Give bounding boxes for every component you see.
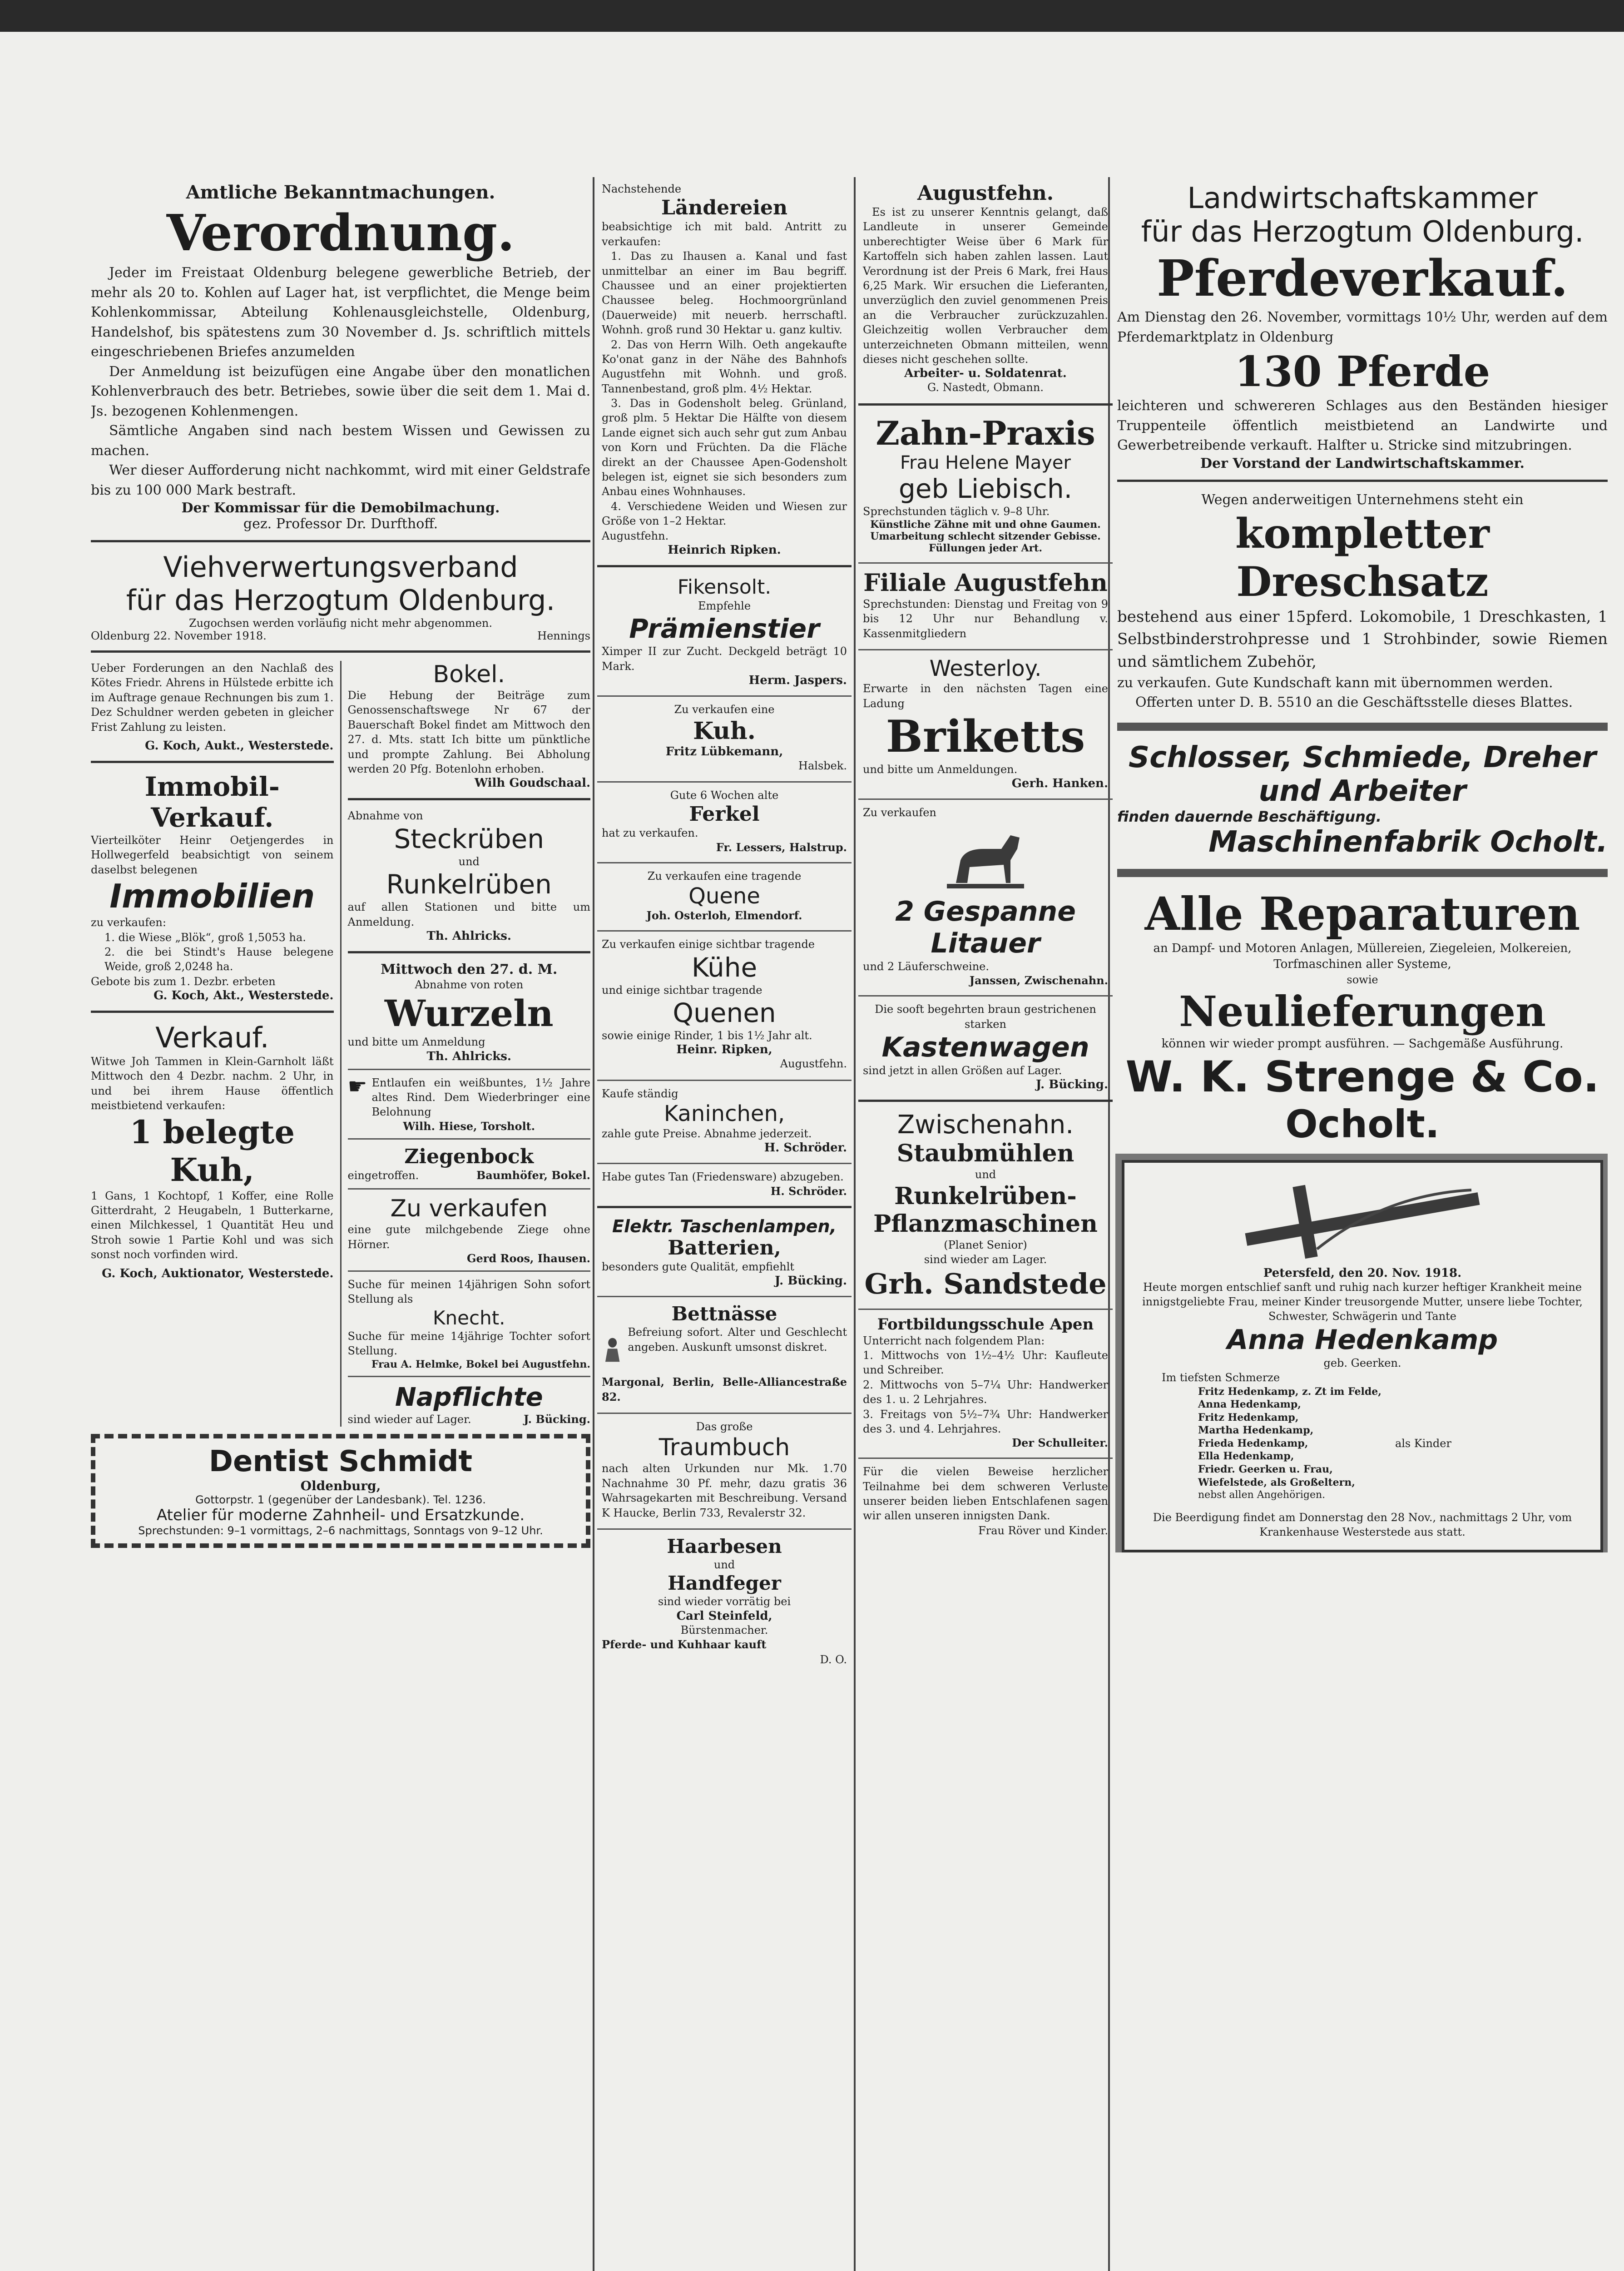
hand-title: Handfeger	[668, 1572, 781, 1595]
divider	[858, 995, 1113, 997]
schl-title2: und Arbeiter	[1258, 774, 1466, 808]
uber-sig: G. Koch, Aukt., Westerstede.	[145, 739, 334, 753]
bokel-title: Bokel.	[433, 661, 505, 688]
immo-sig: G. Koch, Akt., Westerstede.	[153, 989, 334, 1003]
quene-ad	[597, 869, 852, 922]
ziegenbock-text: eingetroffen.	[347, 1169, 419, 1182]
aug-text: Es ist zu unserer Kenntnis gelangt, daß Landleute in unserer Gemeinde unberechtigter Weise über 6 Mark für Kartoffeln sich haben zahlen lassen. Laut Verordnung ist der Preis 6 Mark, frei Haus 6,25 Mark. Wir ersuchen die Lieferanten, unverzüglich den zuviel genommenen Preis an die Verbraucher zurückzuzahlen. Gleichzeitig wollen Verbraucher dem unterzeichneten Obmann mitteilen, wenn dieses nicht geschehen sollte.	[863, 206, 1108, 366]
fil-ad	[858, 569, 1113, 641]
kuehe-ad	[597, 937, 852, 1071]
dank-ad	[858, 1464, 1113, 1538]
verkauf-text: Witwe Joh Tammen in Klein-Garnholt läßt Mittwoch den 4 Dezbr. nachm. 2 Uhr, in und bei ihrem Hause öffentlich meistbietend verkaufen:	[91, 1055, 334, 1112]
praem-text: Ximper II zur Zucht. Deckgeld beträgt 10 Mark.	[602, 645, 847, 673]
vieh-text: Zugochsen werden vorläufig nicht mehr abgenommen.	[188, 617, 492, 630]
napf-text: sind wieder auf Lager.	[347, 1413, 471, 1426]
batt-text: besonders gute Qualität, empfiehlt	[602, 1260, 795, 1273]
divider	[348, 798, 591, 800]
kanin-text: zahle gute Preise. Abnahme jederzeit.	[602, 1127, 812, 1140]
pferd-title: Pferdeverkauf.	[1157, 249, 1568, 307]
cross-icon-wrap	[1134, 1176, 1590, 1263]
divider	[858, 649, 1113, 650]
tod-family-member: Fritz Hedenkamp,	[1198, 1411, 1299, 1423]
gesp-sig: Janssen, Zwischenahn.	[969, 974, 1108, 987]
gesp-ad	[858, 805, 1113, 987]
divider	[348, 1376, 591, 1377]
kanin-sig: H. Schröder.	[764, 1141, 847, 1155]
knecht-intro: Suche für meinen 14jährigen Sohn sofort Stellung als	[347, 1278, 590, 1306]
rep-ad	[1117, 887, 1608, 1146]
immo-big: Immobilien	[109, 877, 315, 916]
quenen-city: Augustfehn.	[780, 1057, 847, 1071]
tod-geb: geb. Geerken.	[1323, 1356, 1401, 1369]
verordnung-p1: Jeder im Freistaat Oldenburg belegene gewerbliche Betrieb, der mehr als 20 to. Kohlen auf Lager hat, ist verpflichtet, die Menge beim Kohlenkommissar, Abteilung Kohlenausgleichstelle, Oldenburg, Handelshof, bis spätestens zum 30 November d. Js. schriftlich mittels eingeschriebenen Briefes anzumelden	[91, 265, 590, 360]
zahn-name: Frau Helene Mayer	[900, 452, 1071, 473]
haar-title: Haarbesen	[667, 1535, 782, 1557]
tod-family-member: Fritz Hedenkamp, z. Zt im Felde,	[1198, 1385, 1381, 1398]
kast-ad	[858, 1002, 1113, 1091]
bett-text: Befreiung sofort. Alter und Geschlecht angeben. Auskunft umsonst diskret.	[628, 1326, 847, 1354]
zahn-k1: Künstliche Zähne mit und ohne Gaumen.	[870, 519, 1101, 531]
laend-1: 1. Das zu Ihausen a. Kanal und fast unmittelbar an einer im Bau begriff. Chaussee und an einer projektierten Chaussee beleg. Hochmoorgrünland (Dauerweide) mit neuerb. herrschaftl. Wohnh. groß rund 30 Hektar u. ganz kultiv.	[602, 250, 847, 337]
strenge-city: Ocholt.	[1285, 1101, 1440, 1146]
horse-icon-wrap	[863, 824, 1108, 892]
zahn-k3: Füllungen jeder Art.	[928, 542, 1043, 555]
fort-1: 1. Mittwochs von 1½–4½ Uhr: Kaufleute und Schreiber.	[863, 1349, 1108, 1377]
divider	[858, 798, 1113, 800]
strenge-title: W. K. Strenge & Co.	[1125, 1052, 1599, 1102]
traum-ad	[597, 1419, 852, 1520]
knecht-sig: Frau A. Helmke, Bokel bei Augustfehn.	[371, 1358, 590, 1370]
neu-text: können wir wieder prompt ausführen. — Sachgemäße Ausführung.	[1161, 1037, 1564, 1051]
zuverk-sig: Gerd Roos, Ihausen.	[467, 1252, 590, 1265]
divider	[597, 1296, 852, 1297]
haar-ad	[597, 1535, 852, 1667]
quene-sig: Joh. Osterloh, Elmendorf.	[646, 909, 802, 922]
zwisch-ad	[858, 1110, 1113, 1300]
entlaufen-text: Entlaufen ein weißbuntes, 1½ Jahre altes Rind. Dem Wiederbringer eine Belohnung	[371, 1076, 590, 1119]
kast-title: Kastenwagen	[881, 1031, 1089, 1063]
dentist-title: Dentist Schmidt	[208, 1444, 473, 1478]
divider	[858, 562, 1113, 564]
divider	[597, 781, 852, 783]
steck-title: Steckrüben	[394, 823, 545, 854]
fil-title: Filiale Augustfehn	[863, 569, 1108, 597]
brik-text: und bitte um Anmeldungen.	[863, 763, 1018, 776]
abnahme-text: Abnahme von	[347, 809, 423, 823]
divider	[597, 1413, 852, 1414]
kuh-sig: Fritz Lübkemann,	[665, 744, 783, 759]
vieh-ad	[91, 550, 590, 642]
verordnung-p4: Wer dieser Aufforderung nicht nachkommt, wird mit einer Geldstrafe bis zu 100 000 Mark bestraft.	[91, 462, 590, 498]
napf-sig: J. Bücking.	[524, 1412, 590, 1426]
tan-ad	[597, 1170, 852, 1197]
zwisch-und: und	[975, 1168, 996, 1181]
brik-ad	[858, 656, 1113, 790]
zuverk-text: eine gute milchgebende Ziege ohne Hörner.	[347, 1223, 590, 1251]
dentist-addr: Gottorpstr. 1 (gegenüber der Landesbank). Tel. 1236.	[195, 1493, 486, 1506]
batt-title: Batterien,	[668, 1236, 781, 1259]
tod-name: Anna Hedenkamp	[1227, 1324, 1498, 1356]
kuh-title: Kuh.	[693, 717, 756, 745]
tod-family-member: Anna Hedenkamp,	[1198, 1398, 1301, 1411]
vieh-sig: Hennings	[537, 630, 590, 642]
fiken-emp: Empfehle	[698, 599, 751, 612]
divider	[597, 565, 852, 567]
tod-family-list	[1134, 1385, 1381, 1502]
horse-icon	[942, 824, 1029, 892]
kanin-title: Kaninchen,	[663, 1101, 785, 1127]
quenen-sig: Heinr. Ripken,	[676, 1043, 772, 1057]
immo-item1: 1. die Wiese „Blök“, groß 1,5053 ha.	[104, 931, 306, 944]
divider	[597, 1080, 852, 1081]
column-rule	[854, 177, 856, 2271]
zuverk-title: Zu verkaufen	[390, 1195, 548, 1223]
hand-sig: Carl Steinfeld,	[676, 1609, 772, 1623]
zahn-ad	[858, 414, 1113, 554]
ferkel-ad	[597, 788, 852, 854]
laend-title: Ländereien	[661, 196, 788, 220]
schl-ad	[1117, 741, 1608, 859]
thick-divider	[1117, 723, 1608, 731]
dank-sig: Frau Röver und Kinder.	[978, 1524, 1108, 1537]
column-rule	[593, 177, 594, 2271]
aug-sig2: G. Nastedt, Obmann.	[927, 381, 1044, 394]
verkauf-title: Verkauf.	[155, 1021, 269, 1055]
entlaufen-ad	[347, 1073, 591, 1120]
pferd-sig: Der Vorstand der Landwirtschaftskammer.	[1200, 455, 1525, 471]
newspaper-page	[0, 32, 1624, 2271]
kuh-intro: Zu verkaufen eine	[674, 703, 775, 716]
runkel-text: auf allen Stationen und bitte um Anmeldung.	[347, 901, 590, 928]
tod-burial: Die Beerdigung findet am Donnerstag den 28 Nov., nachmittags 2 Uhr, vom Krankenhause Westerstede aus statt.	[1153, 1511, 1572, 1539]
tod-text: Heute morgen entschlief sanft und ruhig nach kurzer heftiger Krankheit meine innigstgeliebte Frau, meiner Kinder treusorgende Mutter, unsere liebe Tochter, Schwester, Schwägerin und Tante	[1142, 1280, 1583, 1323]
divider	[858, 1458, 1113, 1459]
verordnung-p3: Sämtliche Angaben sind nach bestem Wissen und Gewissen zu machen.	[91, 423, 590, 459]
west-text: Erwarte in den nächsten Tagen eine Ladung	[863, 682, 1108, 710]
ziegenbock-title: Ziegenbock	[404, 1145, 534, 1168]
fil-text: Sprechstunden: Dienstag und Freitag von 9 bis 12 Uhr nur Behandlung v. Kassenmitgliedern	[863, 598, 1108, 640]
traum-intro: Das große	[696, 1420, 753, 1433]
bett-title: Bettnässe	[671, 1303, 777, 1325]
cross-and-palm-icon	[1235, 1176, 1490, 1263]
pferde-sig: D. O.	[820, 1653, 847, 1666]
tod-kinder: als Kinder	[1395, 1437, 1451, 1450]
kast-sig: J. Bücking.	[1035, 1078, 1108, 1092]
napf-title: Napflichte	[395, 1382, 543, 1412]
vieh-title2: für das Herzogtum Oldenburg.	[126, 584, 555, 617]
runkel-title: Runkelrüben	[386, 869, 552, 900]
ziegenbock-row	[348, 1168, 591, 1183]
thick-divider	[1117, 869, 1608, 877]
two-col-block	[91, 661, 590, 1427]
bokel-text: Die Hebung der Beiträge zum Genossenschaftswege Nr 67 der Bauerschaft Bokel findet am Mittwoch den 27. d. Mts. statt Ich bitte um pünktliche und prompte Zahlung. Bei Abholung werden 20 Pfg. Botenlohn erhoben.	[347, 689, 590, 775]
tod-family-block	[1134, 1385, 1590, 1502]
kuehe-title: Kühe	[691, 952, 758, 983]
tod-date: Petersfeld, den 20. Nov. 1918.	[1263, 1266, 1462, 1280]
gesp-title1: 2 Gespanne	[895, 895, 1076, 927]
divider	[858, 403, 1113, 406]
divider	[597, 1528, 852, 1530]
uber-text: Ueber Forderungen an den Nachlaß des Kötes Friedr. Ahrens in Hülstede erbitte ich im Auftrage genaue Rechnungen bis zum 1. Dez Schuldner werden gebeten in gleicher Frist Zahlung zu leisten.	[91, 662, 334, 734]
brik-title: Briketts	[886, 711, 1085, 763]
zahn-hours: Sprechstunden täglich v. 9–8 Uhr.	[863, 505, 1050, 518]
aug-title: Augustfehn.	[917, 182, 1054, 205]
mittwoch-title: Mittwoch den 27. d. M.	[381, 961, 558, 977]
kast-intro: Die sooft begehrten braun gestrichenen starken	[875, 1003, 1096, 1031]
ziegenbock-sig: Baumhöfer, Bokel.	[476, 1168, 590, 1182]
kuh-city: Halsbek.	[798, 759, 847, 772]
bett-ad	[597, 1303, 852, 1404]
kanin-ad	[597, 1086, 852, 1155]
und-text: und	[458, 855, 480, 868]
verkauf-list: 1 Gans, 1 Kochtopf, 1 Koffer, eine Rolle Gitterdraht, 2 Heugabeln, 1 Butterkarne, einen Milchkessel, 1 Quantität Heu und Stroh sowie 1 Partie Kohl und was sich sonst noch vorfinden wird.	[91, 1189, 334, 1261]
elektr-title: Elektr. Taschenlampen,	[612, 1216, 837, 1236]
column-2	[597, 182, 852, 1675]
dresch-intro: Wegen anderweitigen Unternehmens steht ein	[1201, 491, 1524, 508]
divider	[91, 650, 590, 653]
laend-ad	[597, 182, 852, 557]
quene-title: Quene	[688, 883, 760, 909]
laend-2: 2. Das von Herrn Wilh. Oeth angekaufte Ko'onat ganz in der Nähe des Bahnhofs Augustfehn mit Wohnh. und groß. Tannenbestand, groß plm. 4½ Hektar.	[602, 338, 847, 395]
column-4	[1108, 182, 1608, 1552]
divider	[91, 1011, 334, 1013]
divider	[597, 1163, 852, 1164]
divider	[597, 862, 852, 863]
laend-sig: Heinrich Ripken.	[668, 543, 781, 557]
kast-text: sind jetzt in allen Größen auf Lager.	[863, 1064, 1062, 1077]
quenen-title: Quenen	[673, 997, 776, 1028]
schl-sig: Maschinenfabrik Ocholt.	[1208, 825, 1608, 859]
knecht-title: Knecht.	[432, 1306, 505, 1329]
kanin-intro: Kaufe ständig	[602, 1087, 678, 1100]
schl-text: finden dauernde Beschäftigung.	[1117, 808, 1381, 825]
west-title: Westerloy.	[929, 656, 1042, 682]
lw-ad	[1117, 182, 1608, 471]
batt-sig: J. Bücking.	[774, 1274, 847, 1288]
kuehe-text: und einige sichtbar tragende	[602, 983, 762, 997]
subcol-left	[91, 661, 342, 1427]
laend-city: Augustfehn.	[602, 529, 669, 542]
laend-intro: beabsichtige ich mit bald. Antritt zu verkaufen:	[602, 220, 847, 248]
ferkel-text: hat zu verkaufen.	[602, 827, 698, 840]
gesp-text: und 2 Läuferschweine.	[863, 960, 989, 973]
verordnung-title: Verordnung.	[166, 203, 515, 262]
laend-nach: Nachstehende	[602, 183, 682, 195]
tan-sig: H. Schröder.	[770, 1184, 847, 1198]
fort-intro: Unterricht nach folgendem Plan:	[863, 1334, 1045, 1347]
pflanz-title: Pflanzmaschinen	[873, 1210, 1098, 1238]
divider	[91, 540, 590, 542]
traum-title: Traumbuch	[659, 1434, 790, 1462]
wurzeln-text: und bitte um Anmeldung	[347, 1036, 485, 1049]
divider	[348, 1138, 591, 1140]
fort-title: Fortbildungsschule Apen	[877, 1315, 1094, 1334]
gesp-title2: Litauer	[931, 927, 1040, 959]
column-3	[858, 182, 1113, 1546]
vieh-title1: Viehverwertungsverband	[163, 550, 518, 584]
dentist-city: Oldenburg,	[300, 1478, 381, 1493]
death-notice	[1122, 1160, 1603, 1552]
fiken-ad	[597, 575, 852, 687]
hand-text: sind wieder vorrätig bei	[658, 1595, 791, 1608]
kuehe-intro: Zu verkaufen einige sichtbar tragende	[602, 938, 815, 951]
dentist-ad	[91, 1434, 590, 1548]
verordnung-ad	[91, 182, 590, 532]
immo-bids: Gebote bis zum 1. Dezbr. erbeten	[91, 975, 276, 988]
divider	[597, 930, 852, 932]
ferkel-title: Ferkel	[689, 803, 760, 826]
gesp-intro: Zu verkaufen	[863, 806, 936, 819]
kuh-ad	[597, 702, 852, 773]
elektr-ad	[597, 1216, 852, 1288]
quene-intro: Zu verkaufen eine tragende	[647, 869, 802, 883]
tod-family-member: Martha Hedenkamp,	[1198, 1424, 1314, 1437]
grh-title: Grh. Sandstede	[864, 1267, 1107, 1300]
tod-alter: Im tiefsten Schmerze	[1162, 1371, 1280, 1384]
vieh-footer	[91, 630, 590, 642]
wurzeln-sig: Th. Ahlricks.	[426, 1049, 511, 1063]
knecht-text: Suche für meine 14jährige Tochter sofort Stellung.	[347, 1329, 590, 1358]
divider	[858, 1100, 1113, 1102]
zahn-title: Zahn-Praxis	[876, 413, 1095, 452]
vieh-date: Oldenburg 22. November 1918.	[91, 630, 267, 642]
divider	[348, 1188, 591, 1190]
figure-icon	[602, 1325, 623, 1375]
laend-3: 3. Das in Godensholt beleg. Grünland, groß plm. 5 Hektar Die Hälfte von diesem Lande eignet sich auch sehr gut zum Anbau von Korn und Früchten. Da die Fläche direkt an der Chaussee Apen-Godensholt belegen ist, eignet sie sich besonders zum Anbau eines Wohnhauses.	[602, 397, 847, 498]
dresch-title: kompletter Dreschsatz	[1235, 510, 1490, 606]
rep-sowie: sowie	[1347, 973, 1378, 987]
divider	[1117, 480, 1608, 482]
dresch-ad	[1117, 490, 1608, 713]
napf-row	[348, 1412, 591, 1427]
rep-title: Alle Reparaturen	[1144, 887, 1580, 941]
dresch-text1: bestehend aus einer 15pferd. Lokomobile, 1 Dreschkasten, 1 Selbstbinderstrohpresse und 1 Strohbinder, sowie Riemen und sämtlichem Zubehör,	[1117, 608, 1608, 671]
tod-family-member: Wiefelstede, als Großeltern,	[1198, 1476, 1355, 1488]
bett-sig: Margonal, Berlin, Belle-Alliancestraße 82.	[602, 1375, 847, 1403]
pointing-hand-icon: ☛	[347, 1073, 367, 1099]
aug-ad	[858, 182, 1113, 395]
entlaufen-sig: Wilh. Hiese, Torsholt.	[403, 1119, 535, 1133]
fort-sig: Der Schulleiter.	[1012, 1436, 1108, 1450]
haar-und: und	[713, 1558, 735, 1571]
tod-family-member: Friedr. Geerken u. Frau,	[1198, 1463, 1333, 1476]
dentist-atelier: Atelier für moderne Zahnheil- und Ersatzkunde.	[156, 1506, 525, 1524]
immo-item2: 2. die bei Stindt's Hause belegene Weide, groß 2,0248 ha.	[104, 945, 334, 973]
brik-sig: Gerh. Hanken.	[1011, 777, 1108, 791]
divider	[858, 1309, 1113, 1310]
fort-3: 3. Freitags von 5½–7¾ Uhr: Handwerker des 3. und 4. Lehrjahres.	[863, 1408, 1108, 1435]
aug-sig1: Arbeiter- u. Soldatenrat.	[904, 367, 1067, 381]
neu-title: Neulieferungen	[1178, 987, 1546, 1036]
verordnung-sig2: gez. Professor Dr. Durfthoff.	[243, 516, 438, 532]
dank-text: Für die vielen Beweise herzlicher Teilnahme bei dem schweren Verluste unserer beiden lieben Entschlafenen sagen wir allen unseren innigsten Dank.	[863, 1465, 1108, 1522]
fort-2: 2. Mittwochs von 5–7¼ Uhr: Handwerker des 1. u. 2 Lehrjahres.	[863, 1378, 1108, 1406]
amtl-title: Amtliche Bekanntmachungen.	[186, 182, 495, 203]
lw-title2: für das Herzogtum Oldenburg.	[1141, 215, 1584, 249]
divider	[597, 1206, 852, 1208]
fort-ad	[858, 1315, 1113, 1450]
laend-4: 4. Verschiedene Weiden und Wiesen zur Größe von 1–2 Hektar.	[602, 500, 847, 528]
verordnung-p2: Der Anmeldung ist beizufügen eine Angabe über den monatlichen Kohlenverbrauch des betr. Betriebes, sowie über die seit dem 1. Mai d. Js. bezogenen Kohlenmengen.	[91, 363, 590, 419]
divider	[348, 951, 591, 953]
column-1	[91, 182, 590, 1548]
dresch-text2: zu verkaufen. Gute Kundschaft kann mit übernommen werden.	[1117, 674, 1553, 691]
planet-text2: sind wieder am Lager.	[924, 1253, 1047, 1266]
pferde-text: Pferde- und Kuhhaar kauft	[602, 1638, 767, 1651]
immo-title: Immobil-Verkauf.	[144, 771, 280, 833]
pferd-text: leichteren und schwereren Schlages aus den Beständen hiesiger Truppenteile öffentlich meistbietend an Landwirte und Gewerbetreibende verkauft. Halfter u. Stricke sind mitzubringen.	[1117, 398, 1608, 453]
divider	[597, 695, 852, 697]
bett-body	[602, 1325, 847, 1375]
immo-sub: zu verkaufen:	[91, 916, 166, 929]
runkel2-title: Runkelrüben-	[894, 1182, 1077, 1210]
abnahme-roten: Abnahme von roten	[415, 978, 524, 991]
hand-sub: Bürstenmacher.	[680, 1623, 768, 1636]
divider	[348, 1069, 591, 1070]
rep-text: an Dampf- und Motoren Anlagen, Müllereien, Ziegeleien, Molkereien, Torfmaschinen aller Systeme,	[1153, 941, 1572, 971]
praem-title: Prämienstier	[629, 613, 820, 645]
divider	[348, 1270, 591, 1272]
zahn-k2: Umarbeitung schlecht sitzender Gebisse.	[870, 531, 1101, 543]
traum-text: nach alten Urkunden nur Mk. 1.70 Nachnahme 30 Pf. mehr, dazu gratis 36 Wahrsagekarten mit Beschreibung. Versand K Haucke, Berlin 733, Revalerstr 32.	[602, 1462, 847, 1519]
tod-family-member: nebst allen Angehörigen.	[1198, 1489, 1326, 1501]
bokel-sig: Wilh Goudschaal.	[474, 776, 590, 790]
ferkel-intro: Gute 6 Wochen alte	[670, 788, 779, 802]
pferd-big: 130 Pferde	[1234, 347, 1490, 396]
tod-family-member: Ella Hedenkamp,	[1198, 1450, 1294, 1463]
dresch-text3: Offerten unter D. B. 5510 an die Geschäftsstelle dieses Blattes.	[1135, 694, 1573, 711]
tod-family-member: Frieda Hedenkamp,	[1198, 1437, 1308, 1449]
subcol-right	[342, 661, 591, 1427]
ferkel-sig: Fr. Lessers, Halstrup.	[716, 840, 847, 854]
staub-title: Staubmühlen	[896, 1140, 1074, 1168]
fiken-title: Fikensolt.	[677, 575, 772, 599]
divider	[91, 761, 334, 763]
zahn-geb: geb Liebisch.	[898, 473, 1073, 504]
lw-title1: Landwirtschaftskammer	[1187, 182, 1538, 215]
verordnung-sig1: Der Kommissar für die Demobilmachung.	[181, 500, 500, 516]
runkel-sig: Th. Ahlricks.	[426, 929, 511, 943]
zwisch-title: Zwischenahn.	[897, 1110, 1074, 1140]
dentist-hours: Sprechstunden: 9–1 vormittags, 2–6 nachmittags, Sonntags von 9–12 Uhr.	[138, 1524, 543, 1537]
wurzeln-title: Wurzeln	[384, 992, 554, 1035]
praem-sig: Herm. Jaspers.	[748, 674, 847, 688]
verkauf-big: 1 belegte Kuh,	[129, 1113, 295, 1189]
pferd-intro: Am Dienstag den 26. November, vormittags 10½ Uhr, werden auf dem Pferdemarktplatz in Oldenburg	[1117, 309, 1608, 345]
quenen-text: sowie einige Rinder, 1 bis 1½ Jahr alt.	[602, 1029, 812, 1042]
planet-text: (Planet Senior)	[944, 1238, 1027, 1251]
schl-title1: Schlosser, Schmiede, Dreher	[1129, 740, 1596, 774]
immo-intro: Vierteilköter Heinr Oetjengerdes in Hollwegerfeld beabsichtigt von seinem daselbst belegenen	[91, 833, 334, 876]
tan-text: Habe gutes Tan (Friedensware) abzugeben.	[602, 1170, 844, 1184]
verkauf-sig: G. Koch, Auktionator, Westerstede.	[102, 1266, 334, 1280]
